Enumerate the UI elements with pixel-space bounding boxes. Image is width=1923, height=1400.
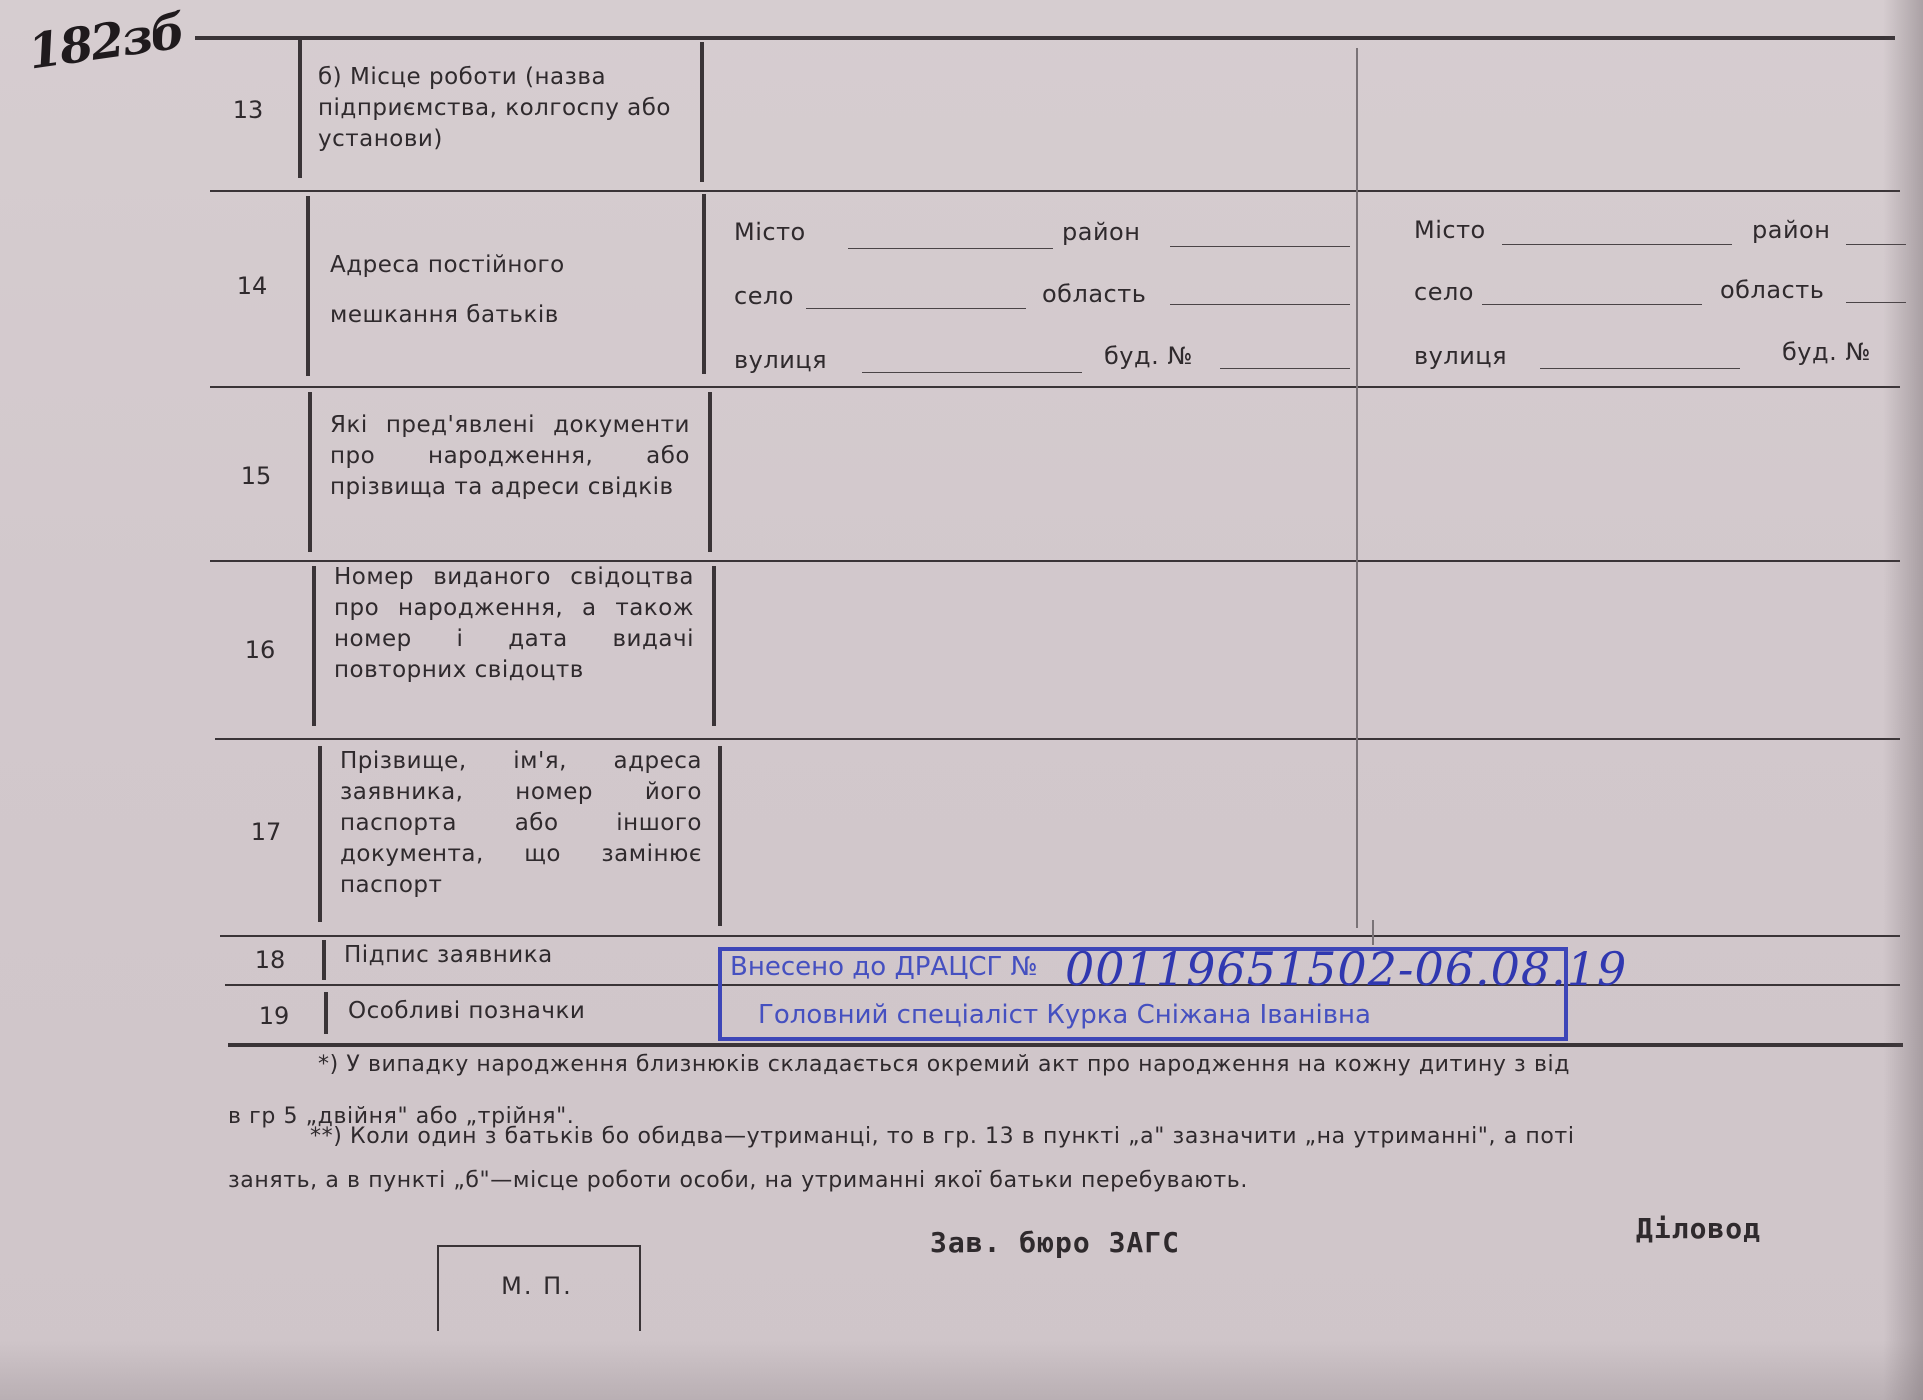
footnote-dependents: **) Коли один з батьків бо обидва—утриманці, то в гр. 13 в пункті „а" зазначити „на утриманні", а поті: [310, 1124, 1575, 1149]
col-divider-number: [318, 746, 322, 922]
address-village-label: село: [734, 282, 794, 310]
row-number: 14: [236, 272, 268, 300]
row-divider: [220, 935, 1900, 937]
row-number: 17: [250, 818, 282, 846]
address-street-blank: [1540, 368, 1740, 369]
row-divider: [210, 386, 1900, 388]
address-city-blank: [1502, 244, 1732, 245]
page-bottom-shadow: [0, 1340, 1923, 1400]
footnote-dependents-cont: занять, а в пункті „б"—місце роботи особи, на утриманні якої батьки перебувають.: [228, 1168, 1248, 1193]
col-divider-parents: [1356, 48, 1358, 928]
col-divider-number: [308, 392, 312, 552]
col-divider-label: [700, 42, 704, 182]
stamp-registered-text: Внесено до ДРАЦСГ №: [730, 952, 1038, 982]
col-divider-number: [298, 38, 302, 178]
col-divider-label: [712, 566, 716, 726]
page-edge-shadow: [1883, 0, 1923, 1400]
seal-place-label: М. П.: [501, 1272, 573, 1300]
address-district-label: район: [1752, 216, 1831, 244]
col-divider-number: [322, 940, 326, 980]
row-number: 19: [258, 1002, 290, 1030]
col-divider-number: [306, 196, 310, 376]
row-label-certificate: Номер виданого свідоцтва про народження, а також номер і дата видачі повторних свідоцтв: [334, 564, 694, 683]
table-top-rule: [195, 36, 1895, 40]
head-of-bureau-signature-label: Зав. бюро ЗАГС: [930, 1226, 1181, 1259]
row-number: 16: [244, 636, 276, 664]
address-region-label: область: [1042, 280, 1147, 308]
footnote-twins: *) У випадку народження близнюків складається окремий акт про народження на кожну дитину з від: [318, 1052, 1571, 1077]
address-street-label: вулиця: [1414, 342, 1508, 370]
stamp-handwritten-record: 00119651502-06.08.19: [1065, 942, 1628, 996]
col-divider-number: [324, 992, 328, 1034]
address-city-blank: [848, 248, 1053, 249]
col-divider-number: [312, 566, 316, 726]
col-divider-label: [718, 746, 722, 926]
row-number: 15: [240, 462, 272, 490]
address-village-blank: [1482, 304, 1702, 305]
col-divider-label: [708, 392, 712, 552]
row-label-applicant-signature: Підпис заявника: [344, 942, 553, 968]
address-building-blank: [1220, 368, 1350, 369]
table-bottom-rule: [228, 1043, 1903, 1047]
row-label-special-notes: Особливі позначки: [348, 998, 586, 1024]
col-divider-label: [702, 194, 706, 374]
address-village-label: село: [1414, 278, 1474, 306]
row-divider: [210, 190, 1900, 192]
address-street-blank: [862, 372, 1082, 373]
address-region-label: область: [1720, 276, 1825, 304]
address-building-label: буд. №: [1782, 338, 1871, 366]
address-district-label: район: [1062, 218, 1141, 246]
row-number: 18: [254, 946, 286, 974]
row-label-documents: Які пред'явлені документи про народження, або прізвища та адреси свідків: [330, 412, 690, 500]
clerk-signature-label: Діловод: [1636, 1212, 1762, 1245]
row-label-parents-address: Адреса постійного мешкання батьків: [330, 252, 565, 328]
footnote-twins-cont: в гр 5 „двійня" або „трійня".: [228, 1104, 575, 1129]
row-label-workplace: б) Місце роботи (назва підприємства, колгоспу або установи): [318, 64, 671, 152]
row-number: 13: [232, 96, 264, 124]
address-district-blank: [1170, 246, 1350, 247]
row-divider: [215, 738, 1900, 740]
stamp-specialist-text: Головний спеціаліст Курка Сніжана Іванівна: [758, 1000, 1371, 1030]
archive-number: 182зб: [24, 3, 187, 81]
address-building-label: буд. №: [1104, 342, 1193, 370]
address-city-label: Місто: [1414, 216, 1486, 244]
address-region-blank: [1170, 304, 1350, 305]
address-city-label: Місто: [734, 218, 806, 246]
row-label-applicant: Прізвище, ім'я, адреса заявника, номер його паспорта або іншого документа, що замінює паспорт: [340, 748, 702, 898]
address-street-label: вулиця: [734, 346, 828, 374]
address-village-blank: [806, 308, 1026, 309]
